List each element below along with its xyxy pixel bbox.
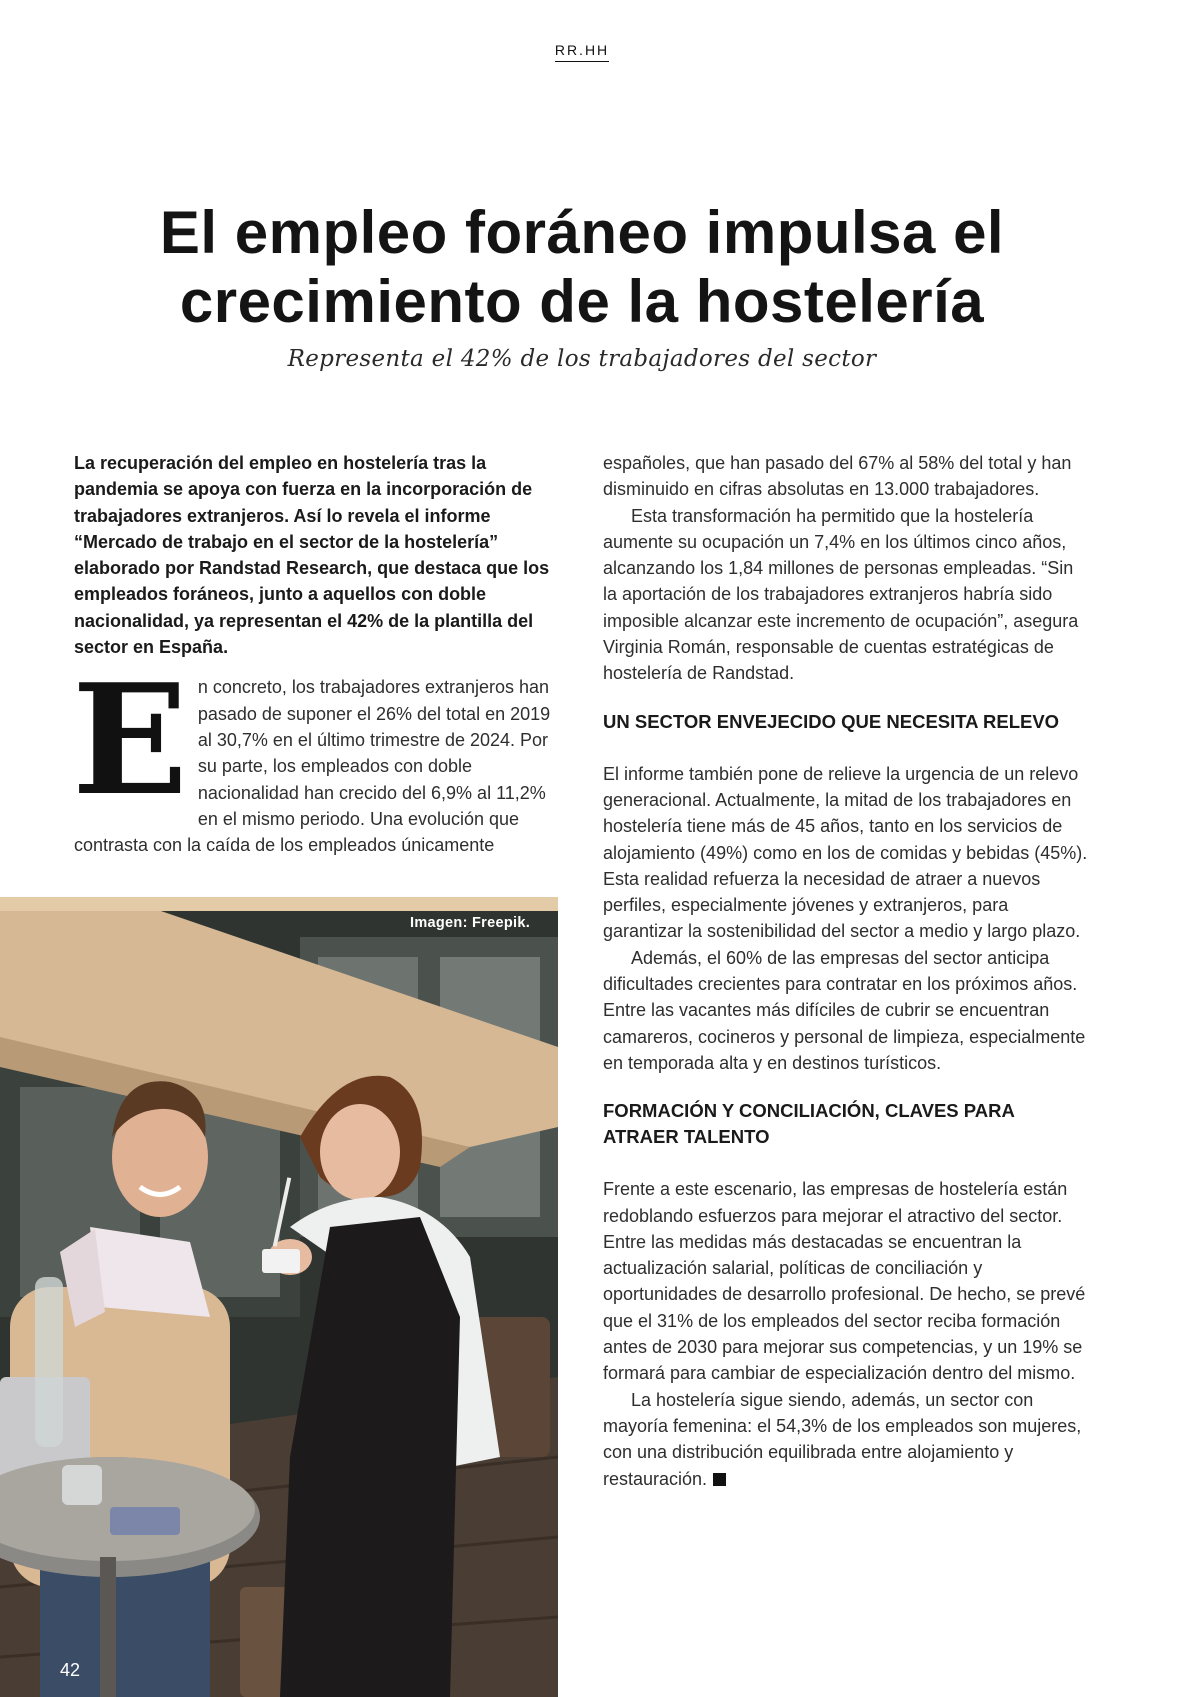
- section-heading: FORMACIÓN Y CONCILIACIÓN, CLAVES PARA ATRAER TALENTO: [603, 1100, 1015, 1148]
- drop-cap: E: [72, 650, 188, 830]
- left-column: [74, 450, 554, 858]
- section-heading: UN SECTOR ENVEJECIDO QUE NECESITA RELEVO: [603, 710, 1060, 732]
- photo-credit: Imagen: Freepik.: [410, 915, 531, 931]
- lead-paragraph: La recuperación del empleo en hostelería tras la pandemia se apoya con fuerza en la incorporación de trabajadores extranjeros. Así lo revela el informe “Mercado de trabajo en el sector de la hostelería” elaborado por Randstad Research, que destaca que los empleados foráneos, junto a aquellos con doble nacionalidad, ya representan el 42% de la plantilla del sector en España.: [74, 453, 550, 658]
- end-mark-icon: [713, 1473, 726, 1486]
- section-tag: RR.HH: [0, 42, 1164, 58]
- body-paragraph: Esta transformación ha permitido que la hostelería aumente su ocupación un 7,4% en los últimos cinco años, alcanzando los 1,84 millones de personas empleadas. “Sin la aportación de los trabajadores extranjeros habría sido imposible alcanzar este incremento de ocupación”, asegura Virginia Román, responsable de cuentas estratégicas de hostelería de Randstad.: [603, 505, 1079, 684]
- first-paragraph: [72, 650, 554, 858]
- body-paragraph: n concreto, los trabajadores extranjeros han pasado de suponer el 26% del total en 2019 al 30,7% en el último trimestre de 2024. Por su parte, los empleados con doble nacionalidad han crecido del 6,9% al 11,2% en el mismo periodo. Una evolución que contrasta con la caída de los empleados únicamente: [74, 677, 551, 856]
- closing-paragraph: La hostelería sigue siendo, además, un sector con mayoría femenina: el 54,3% de los empleados son mujeres, con una distribución equilibrada entre alojamiento y restauración.: [603, 1389, 1082, 1489]
- right-column: [603, 450, 1091, 1492]
- article-subtitle: Representa el 42% de los trabajadores del sector: [287, 346, 877, 372]
- body-paragraph: Frente a este escenario, las empresas de hostelería están redoblando esfuerzos para mejorar el atractivo del sector. Entre las medidas más destacadas se encuentran la actualización salarial, políticas de conciliación y oportunidades de desarrollo profesional. De hecho, se prevé que el 31% de los empleados del sector reciba formación antes de 2030 para mejorar sus competencias, y un 19% se formará para cambiar de especialización dentro del mismo.: [603, 1179, 1086, 1384]
- article-title: El empleo foráneo impulsa el crecimiento de la hostelería: [159, 199, 1005, 335]
- body-paragraph: El informe también pone de relieve la urgencia de un relevo generacional. Actualmente, la mitad de los trabajadores en hostelería tiene más de 45 años, tanto en los servicios de alojamiento (49%) como en los de comidas y bebidas (45%). Esta realidad refuerza la necesidad de atraer a nuevos perfiles, especialmente jóvenes y extranjeros, para garantizar la sostenibilidad del sector a medio y largo plazo.: [603, 763, 1088, 942]
- body-paragraph-continued: españoles, que han pasado del 67% al 58% del total y han disminuido en cifras absolutas en 13.000 trabajadores.: [603, 453, 1072, 500]
- body-paragraph: Además, el 60% de las empresas del sector anticipa dificultades crecientes para contratar en los próximos años. Entre las vacantes más difíciles de cubrir se encuentran camareros, cocineros y personal de limpieza, especialmente en temporada alta y en destinos turísticos.: [603, 947, 1086, 1073]
- cafe-waiter-illustration: [0, 897, 558, 1697]
- article-photo: [0, 897, 558, 1697]
- page-number: 42: [60, 1660, 81, 1680]
